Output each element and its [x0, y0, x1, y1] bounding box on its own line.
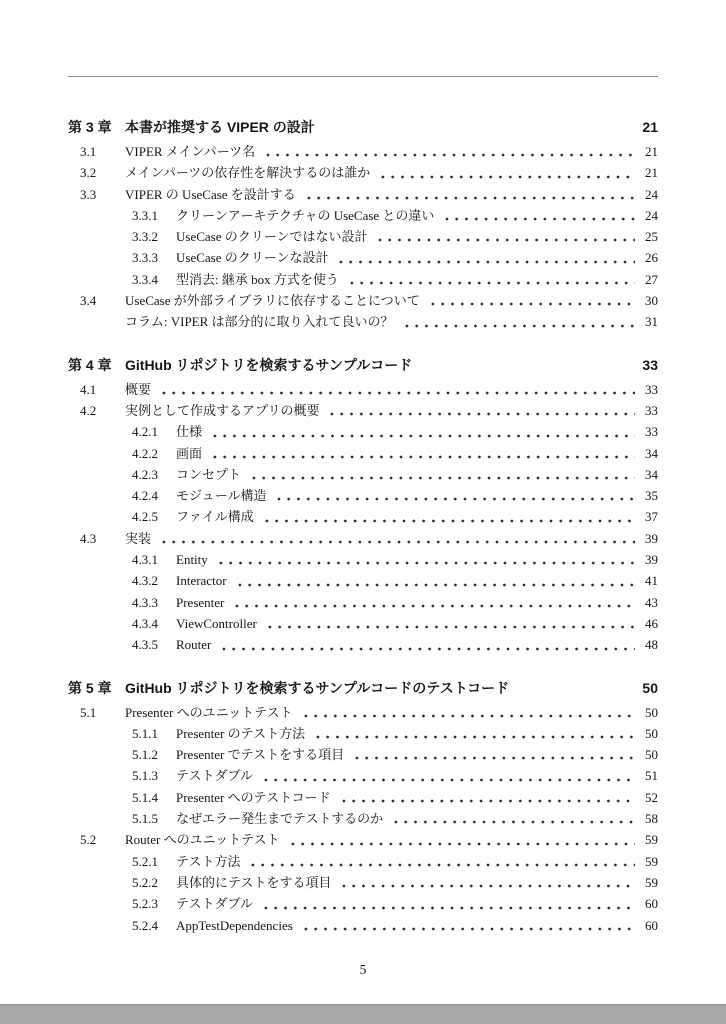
entry-title: Presenter へのユニットテスト — [125, 704, 293, 720]
toc-entry[interactable] — [68, 226, 658, 247]
dot-leader — [232, 592, 635, 613]
dot-leader — [210, 443, 635, 464]
entry-title: コラム: VIPER は部分的に取り入れて良いの？ — [125, 314, 394, 330]
toc-entry[interactable] — [68, 744, 658, 765]
toc-entry[interactable] — [68, 485, 658, 506]
entry-page-number: 33 — [645, 381, 658, 397]
toc-entry[interactable] — [68, 528, 658, 549]
entry-number: 5.1.4 — [132, 789, 158, 805]
dot-leader — [336, 247, 635, 268]
entry-title: Presenter のテスト方法 — [176, 725, 306, 741]
entry-number: 3.3 — [80, 186, 97, 202]
dot-leader — [262, 506, 635, 527]
entry-title: ファイル構成 — [176, 509, 254, 525]
toc-entry[interactable] — [68, 915, 658, 936]
entry-title: VIPER メインパーツ名 — [125, 144, 256, 159]
dot-leader — [288, 829, 635, 850]
entry-title: VIPER の UseCase を設計する — [125, 186, 296, 202]
entry-number: 5.1.2 — [132, 747, 158, 763]
entry-number: 5.1.1 — [132, 725, 158, 741]
entry-title: クリーンアーキテクチャの UseCase との違い — [176, 207, 435, 223]
entry-number: 5.2 — [80, 832, 97, 848]
entry-page-number: 41 — [645, 573, 658, 589]
toc-entry[interactable] — [68, 290, 658, 311]
dot-leader — [263, 141, 635, 162]
entry-page-number: 34 — [645, 466, 658, 482]
dot-leader — [339, 872, 635, 893]
entry-number: 3.3.4 — [132, 271, 158, 287]
entry-page-number: 35 — [645, 488, 658, 504]
entry-page-number: 25 — [645, 229, 658, 245]
toc-entry[interactable] — [68, 162, 658, 183]
entry-title: UseCase のクリーンな設計 — [176, 250, 329, 266]
entry-page-number: 30 — [645, 293, 658, 309]
entry-page-number: 24 — [645, 207, 658, 223]
entry-page-number: 33 — [645, 402, 658, 418]
entry-number: 4.3.1 — [132, 552, 158, 568]
chapter-title: GitHub リポジトリを検索するサンプルコード — [125, 356, 413, 373]
entry-number: 4.2.5 — [132, 509, 158, 525]
entry-title: テストダブル — [176, 768, 253, 784]
toc-entry[interactable] — [68, 269, 658, 290]
toc-entry[interactable] — [68, 570, 658, 591]
entry-title: 仕様 — [176, 424, 203, 440]
toc-entry[interactable] — [68, 379, 658, 400]
entry-number: 4.3.5 — [132, 637, 158, 653]
entry-title: ViewController — [176, 615, 257, 631]
entry-number: 5.2.2 — [132, 874, 158, 890]
entry-number: 4.3.3 — [132, 594, 158, 610]
entry-page-number: 21 — [645, 144, 658, 159]
entry-page-number: 52 — [645, 789, 658, 805]
dot-leader — [327, 400, 635, 421]
dot-leader — [265, 613, 635, 634]
table-of-contents — [68, 113, 658, 936]
entry-page-number: 34 — [645, 445, 658, 461]
chapter-page-number: 33 — [642, 356, 658, 373]
entry-title: Presenter へのテストコード — [176, 789, 331, 805]
toc-chapter — [68, 113, 658, 333]
toc-entry[interactable] — [68, 205, 658, 226]
entry-number: 5.2.4 — [132, 917, 158, 933]
entry-number: 4.2.1 — [132, 424, 158, 440]
dot-leader — [248, 851, 635, 872]
dot-leader — [442, 205, 635, 226]
dot-leader — [391, 808, 635, 829]
toc-entry[interactable] — [68, 592, 658, 613]
entry-page-number: 46 — [645, 615, 658, 631]
entry-number: 4.3.2 — [132, 573, 158, 589]
entry-page-number: 50 — [645, 704, 658, 720]
toc-entry[interactable] — [68, 787, 658, 808]
entry-number: 4.2.2 — [132, 445, 158, 461]
toc-entry[interactable] — [68, 851, 658, 872]
toc-entry[interactable] — [68, 506, 658, 527]
entry-page-number: 33 — [645, 424, 658, 440]
toc-entry[interactable] — [68, 765, 658, 786]
toc-entry[interactable] — [68, 829, 658, 850]
chapter-page-number: 50 — [642, 679, 658, 696]
entry-page-number: 59 — [645, 853, 658, 869]
dot-leader — [347, 269, 635, 290]
entry-page-number: 39 — [645, 530, 658, 546]
entry-number: 4.2.4 — [132, 488, 158, 504]
toc-entry[interactable] — [68, 702, 658, 723]
entry-page-number: 59 — [645, 874, 658, 890]
entry-number: 3.3.2 — [132, 229, 158, 245]
dot-leader — [261, 893, 635, 914]
entry-number: 4.2.3 — [132, 466, 158, 482]
dot-leader — [159, 528, 635, 549]
toc-entry[interactable] — [68, 893, 658, 914]
entry-number: 3.2 — [80, 165, 97, 181]
entry-page-number: 24 — [645, 186, 658, 202]
dot-leader — [210, 421, 635, 442]
dot-leader — [301, 915, 635, 936]
dot-leader — [375, 226, 635, 247]
toc-entry[interactable] — [68, 400, 658, 421]
entry-title: UseCase のクリーンではない設計 — [176, 229, 368, 245]
toc-entry[interactable] — [68, 311, 658, 332]
toc-entry[interactable] — [68, 184, 658, 205]
entry-page-number: 21 — [645, 165, 658, 181]
entry-page-number: 43 — [645, 594, 658, 610]
toc-entry[interactable] — [68, 549, 658, 570]
entry-page-number: 39 — [645, 552, 658, 568]
entry-number: 4.2 — [80, 402, 97, 418]
entry-page-number: 31 — [645, 314, 658, 330]
toc-entry[interactable] — [68, 421, 658, 442]
entry-title: Presenter でテストをする項目 — [176, 747, 345, 763]
dot-leader — [274, 485, 635, 506]
toc-entry[interactable] — [68, 613, 658, 634]
toc-entry[interactable] — [68, 141, 658, 162]
entry-title: 実例として作成するアプリの概要 — [125, 402, 320, 418]
dot-leader — [313, 723, 635, 744]
entry-number: 5.2.3 — [132, 896, 158, 912]
dot-leader — [378, 162, 635, 183]
toc-entry[interactable] — [68, 808, 658, 829]
entry-title: Router — [176, 637, 212, 653]
entry-number: 3.4 — [80, 293, 97, 309]
chapter-title: GitHub リポジトリを検索するサンプルコードのテストコード — [125, 679, 510, 696]
entry-number: 5.1 — [80, 704, 97, 720]
entry-page-number: 26 — [645, 250, 658, 266]
dot-leader — [301, 702, 635, 723]
entry-title: Interactor — [176, 573, 227, 589]
entry-number: 5.1.5 — [132, 811, 158, 827]
entry-page-number: 51 — [645, 768, 658, 784]
entry-page-number: 48 — [645, 637, 658, 653]
chapter-label: 第 4 章 — [68, 356, 112, 373]
chapter-title: 本書が推奨する VIPER の設計 — [125, 119, 315, 135]
toc-chapter-heading[interactable] — [68, 113, 658, 141]
entry-page-number: 58 — [645, 811, 658, 827]
entry-number: 4.1 — [80, 381, 97, 397]
entry-title: メインパーツの依存性を解決するのは誰か — [125, 165, 371, 181]
entry-page-number: 59 — [645, 832, 658, 848]
toc-entry[interactable] — [68, 723, 658, 744]
entry-number: 5.1.3 — [132, 768, 158, 784]
dot-leader — [216, 549, 635, 570]
dot-leader — [428, 290, 635, 311]
entry-number: 5.2.1 — [132, 853, 158, 869]
toc-entry[interactable] — [68, 464, 658, 485]
entry-title: 具体的にテストをする項目 — [176, 874, 332, 890]
chapter-label: 第 5 章 — [68, 679, 112, 696]
entry-title: AppTestDependencies — [176, 917, 293, 933]
entry-number: 3.1 — [80, 144, 97, 159]
dot-leader — [249, 464, 635, 485]
entry-title: Router へのユニットテスト — [125, 832, 280, 848]
entry-title: なぜエラー発生までテストするのか — [176, 811, 384, 827]
entry-number: 3.3.1 — [132, 207, 158, 223]
toc-chapter — [68, 351, 658, 656]
dot-leader — [352, 744, 635, 765]
entry-title: テスト方法 — [176, 853, 241, 869]
toc-entry[interactable] — [68, 872, 658, 893]
dot-leader — [261, 765, 635, 786]
toc-entry[interactable] — [68, 247, 658, 268]
toc-entry[interactable] — [68, 634, 658, 655]
entry-title: コンセプト — [176, 466, 242, 482]
toc-chapter-heading[interactable] — [68, 351, 658, 379]
toc-chapter — [68, 674, 658, 936]
entry-page-number: 37 — [645, 509, 658, 525]
entry-number: 3.3.3 — [132, 250, 158, 266]
dot-leader — [402, 311, 635, 332]
toc-entry[interactable] — [68, 443, 658, 464]
chapter-label: 第 3 章 — [68, 119, 112, 135]
entry-title: モジュール構造 — [176, 488, 267, 504]
dot-leader — [219, 634, 635, 655]
entry-title: Entity — [176, 552, 208, 568]
entry-title: UseCase が外部ライブラリに依存することについて — [125, 293, 420, 309]
entry-title: テストダブル — [176, 896, 253, 912]
entry-page-number: 50 — [645, 725, 658, 741]
entry-title: 概要 — [125, 381, 152, 397]
entry-page-number: 50 — [645, 747, 658, 763]
dot-leader — [235, 570, 635, 591]
header-rule — [68, 76, 658, 77]
chapter-page-number: 21 — [642, 119, 658, 135]
page-number-footer: 5 — [359, 962, 367, 977]
entry-title: 型消去: 継承 box 方式を使う — [176, 271, 339, 287]
dot-leader — [304, 184, 635, 205]
entry-number: 4.3.4 — [132, 615, 158, 631]
entry-page-number: 60 — [645, 896, 658, 912]
entry-title: 画面 — [176, 445, 203, 461]
entry-title: Presenter — [176, 594, 225, 610]
toc-chapter-heading[interactable] — [68, 674, 658, 702]
dot-leader — [159, 379, 635, 400]
entry-page-number: 60 — [645, 917, 658, 933]
entry-number: 4.3 — [80, 530, 97, 546]
entry-page-number: 27 — [645, 271, 658, 287]
entry-title: 実装 — [125, 530, 152, 546]
dot-leader — [339, 787, 635, 808]
